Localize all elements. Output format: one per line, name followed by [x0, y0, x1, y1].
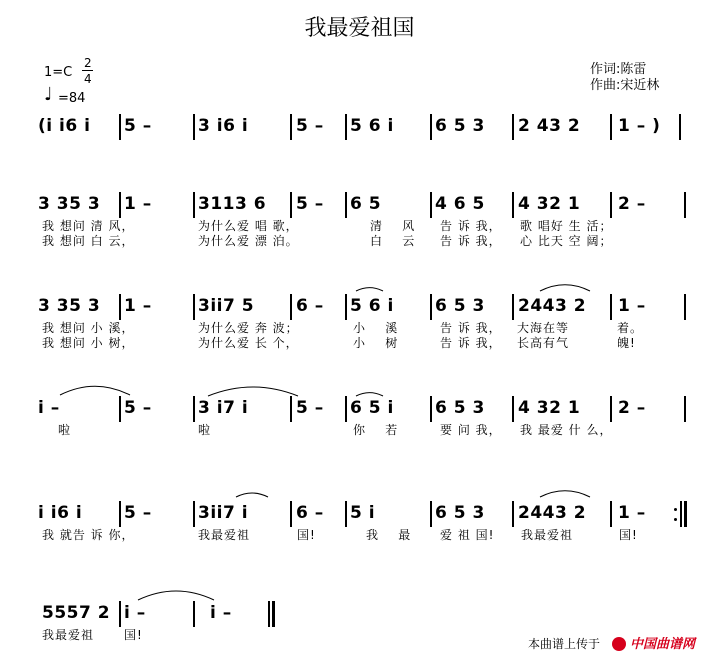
lyricist: 作词:陈雷 [590, 62, 647, 77]
measure-notes: 5 – [124, 116, 152, 136]
lyric-verse-2: 心 比天 空 阔； [520, 234, 613, 248]
measure-notes: 5 – [296, 194, 324, 214]
measure-notes: 3ii7 5 [198, 296, 255, 316]
measure-notes: 3 i7 i [198, 398, 249, 418]
measure-notes: 5 – [124, 503, 152, 523]
measure-notes: 4 6 5 [435, 194, 485, 214]
measure-notes: 6 5 3 [435, 116, 485, 136]
lyric-verse-1: 你 若 [353, 423, 399, 437]
lyric-verse-1: 告 诉 我， [440, 321, 502, 335]
lyric-verse-1: 要 问 我， [440, 423, 502, 437]
measure-notes: 5557 2 [42, 603, 111, 623]
measure-notes: 3 i6 i [198, 116, 249, 136]
slur-arc [60, 386, 130, 395]
lyric-verse-1: 我 最爱 什 么， [520, 423, 613, 437]
measure-notes: i i6 i [38, 503, 83, 523]
lyric-verse-1: 歌 唱好 生 活； [520, 219, 613, 233]
lyric-verse-1: 国! [619, 528, 638, 542]
lyric-verse-1: 我最爱祖 [198, 528, 251, 542]
slur-arc [236, 493, 268, 497]
lyric-verse-1: 我 想问 小 溪， [42, 321, 135, 335]
lyric-verse-1: 啦 [198, 423, 212, 437]
measure-notes: i – [38, 398, 60, 418]
meter-top: 2 [84, 56, 92, 70]
lyric-verse-1: 为什么爱 奔 波； [198, 321, 299, 335]
lyric-verse-1: 国! [297, 528, 316, 542]
lyric-verse-2: 为什么爱 长 个， [198, 336, 299, 350]
measure-notes: 3ii7 i [198, 503, 249, 523]
slur-arc [356, 288, 383, 291]
measure-notes: 1 – [124, 296, 152, 316]
measure-notes: 6 – [296, 296, 324, 316]
quarter-note-icon: ♩ [44, 84, 53, 105]
measure-notes: 3 35 3 [38, 296, 101, 316]
measure-notes: 5 6 i [350, 116, 394, 136]
lyric-verse-1: 我 最 [366, 528, 412, 542]
lyric-verse-1: 为什么爱 唱 歌， [198, 219, 299, 233]
measure-notes: 5 – [296, 116, 324, 136]
measure-notes: 1 – [618, 296, 646, 316]
measure-notes: 3113 6 [198, 194, 267, 214]
measure-notes: 2 – [618, 398, 646, 418]
slur-arc [356, 393, 383, 396]
measure-notes: 6 5 [350, 194, 382, 214]
site-logo-icon [612, 637, 626, 651]
lyric-verse-1: 国! [124, 628, 143, 642]
lyric-verse-2: 我 想问 白 云， [42, 234, 135, 248]
key-signature: 1=C [44, 65, 73, 80]
measure-notes: (i i6 i [38, 116, 91, 136]
lyric-verse-2: 小 树 [353, 336, 399, 350]
measure-notes: 1 – [618, 503, 646, 523]
measure-notes: 5 6 i [350, 296, 394, 316]
measure-notes: 6 5 i [350, 398, 394, 418]
measure-notes: 5 – [296, 398, 324, 418]
lyric-verse-1: 着。 [617, 321, 644, 335]
lyric-verse-1: 清 风 [370, 219, 416, 233]
composer: 作曲:宋近林 [590, 78, 660, 93]
slur-arc [540, 491, 590, 497]
song-title: 我最爱祖国 [304, 16, 415, 41]
upload-credit: 本曲谱上传于 [528, 637, 601, 651]
measure-notes: 4 32 1 [518, 194, 581, 214]
measure-notes: 4 32 1 [518, 398, 581, 418]
lyric-verse-1: 我最爱祖 [521, 528, 574, 542]
lyric-verse-2: 魄! [617, 336, 636, 350]
lyric-verse-1: 小 溪 [353, 321, 399, 335]
measure-notes: 2443 2 [518, 503, 587, 523]
tempo-marking: =84 [58, 91, 86, 106]
lyric-verse-1: 告 诉 我， [440, 219, 502, 233]
lyric-verse-1: 我最爱祖 [42, 628, 95, 642]
measure-notes: 1 – [124, 194, 152, 214]
lyric-verse-1: 大海在等 [517, 321, 570, 335]
lyric-verse-2: 告 诉 我， [440, 234, 502, 248]
lyric-verse-2: 为什么爱 漂 泊。 [198, 234, 299, 248]
measure-notes: 3 35 3 [38, 194, 101, 214]
measure-notes: 6 – [296, 503, 324, 523]
slur-arc [540, 285, 590, 291]
meter-bottom: 4 [84, 72, 92, 86]
slur-arc [208, 387, 298, 396]
measure-notes: 5 – [124, 398, 152, 418]
lyric-verse-1: 我 想问 清 风， [42, 219, 135, 233]
lyric-verse-2: 白 云 [370, 234, 416, 248]
measure-notes: 5 i [350, 503, 376, 523]
lyric-verse-2: 我 想问 小 树， [42, 336, 135, 350]
lyric-verse-1: 我 就告 诉 你， [42, 528, 135, 542]
lyric-verse-2: 长高有气 [517, 336, 570, 350]
lyric-verse-1: 啦 [58, 423, 72, 437]
measure-notes: 2 – [618, 194, 646, 214]
lyric-verse-1: 爱 祖 国! [440, 528, 495, 542]
measure-notes: i – [210, 603, 232, 623]
measure-notes: 1 – ) [618, 116, 661, 136]
slur-arc [138, 591, 214, 600]
lyric-verse-2: 告 诉 我， [440, 336, 502, 350]
measure-notes: i – [124, 603, 146, 623]
measure-notes: 2443 2 [518, 296, 587, 316]
measure-notes: 6 5 3 [435, 398, 485, 418]
measure-notes: 6 5 3 [435, 296, 485, 316]
measure-notes: 6 5 3 [435, 503, 485, 523]
measure-notes: 2 43 2 [518, 116, 581, 136]
site-logo-text: 中国曲谱网 [630, 637, 696, 652]
